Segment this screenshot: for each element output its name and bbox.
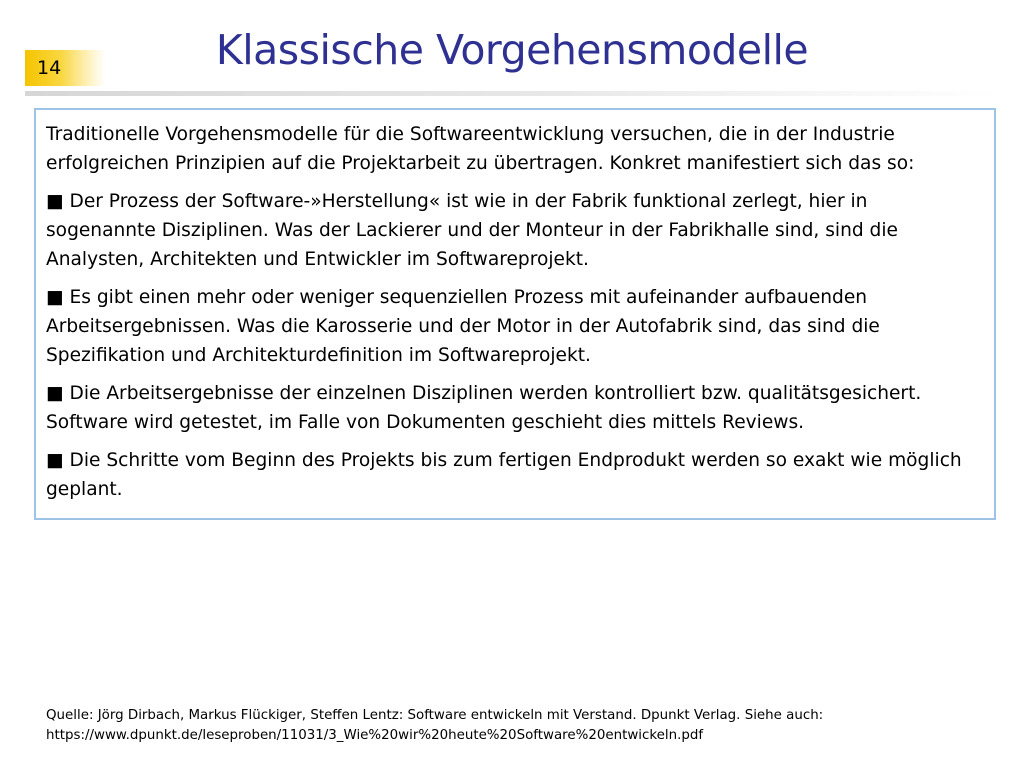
bullet-text: Es gibt einen mehr oder weniger sequenziellen Prozess mit aufeinander aufbauenden Arbeitsergebnissen. Was die Karosserie und der Motor in der Autofabrik sind, das sind die Spezifikation und Architekturdefinition im Softwareprojekt. <box>46 287 880 366</box>
bullet-text: Die Schritte vom Beginn des Projekts bis zum fertigen Endprodukt werden so exakt wie möglich geplant. <box>46 450 962 500</box>
content-box <box>34 108 996 520</box>
source-text: Quelle: Jörg Dirbach, Markus Flückiger, Steffen Lentz: Software entwickeln mit Verstand. Dpunkt Verlag. Siehe auch: <box>46 708 824 723</box>
intro-paragraph: Traditionelle Vorgehensmodelle für die Softwareentwicklung versuchen, die in der Industrie erfolgreichen Prinzipien auf die Projektarbeit zu übertragen. Konkret manifestiert sich das so: <box>46 124 915 174</box>
bullet-item <box>46 379 982 437</box>
bullet-item <box>46 446 982 504</box>
slide-title: Klassische Vorgehensmodelle <box>215 26 809 74</box>
bullet-text: Der Prozess der Software-»Herstellung« ist wie in der Fabrik funktional zerlegt, hier in sogenannte Disziplinen. Was der Lackierer und der Monteur in der Fabrikhalle sind, sind die Analysten, Architekten und Entwickler im Softwareprojekt. <box>46 191 898 270</box>
bullet-item <box>46 187 982 274</box>
source-url[interactable]: https://www.dpunkt.de/leseproben/11031/3_Wie%20wir%20heute%20Software%20entwickeln.pdf <box>46 728 704 743</box>
bullet-item <box>46 283 982 370</box>
source-citation <box>46 706 1006 746</box>
bullet-square-icon: ■ <box>46 191 64 212</box>
bullet-square-icon: ■ <box>46 383 64 404</box>
bullet-square-icon: ■ <box>46 450 64 471</box>
title-divider <box>25 91 999 96</box>
bullet-text: Die Arbeitsergebnisse der einzelnen Disziplinen werden kontrolliert bzw. qualitätsgesichert. Software wird getestet, im Falle von Dokumenten geschieht dies mittels Reviews. <box>46 383 922 433</box>
bullet-square-icon: ■ <box>46 287 64 308</box>
slide-number: 14 <box>25 50 105 86</box>
